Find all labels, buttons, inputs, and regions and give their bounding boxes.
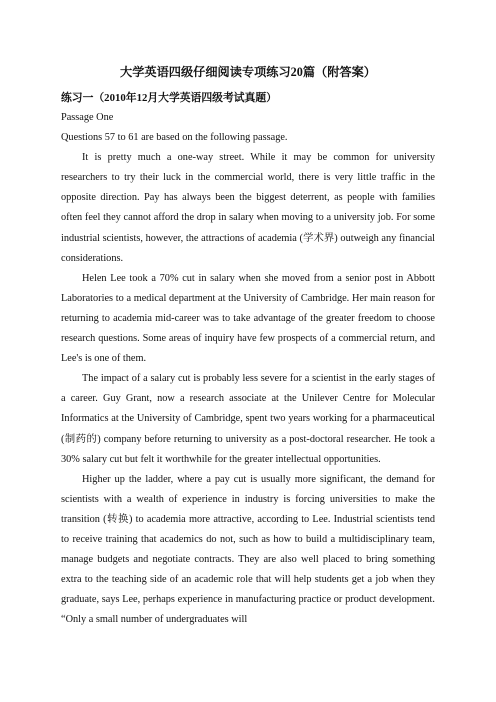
paragraph-3: The impact of a salary cut is probably less severe for a scientist in the early stages of a career. Guy Grant, now a research associate at the Unilever Centre for Molecular Informatics at the University of Cambridge, spent two years working for a pharmaceutical (制药的) company before returning to university as a post-doctoral researcher. He took a 30% salary cut but felt it worthwhile for the greater intellectual opportunities.: [61, 373, 435, 465]
paragraph-4: Higher up the ladder, where a pay cut is usually more significant, the demand for scientists with a wealth of experience in industry is forcing universities to make the transition (转换) to academia more attractive, according to Lee. Industrial scientists tend to receive training that academics do not, such as how to build a multidisciplinary team, manage budgets and negotiate contracts. They are also well placed to bring something extra to the teaching side of an academic role that will help students get a job when they graduate, says Lee, perhaps experience in manufacturing practice or product development. “Only a small number of undergraduates will: [61, 473, 435, 626]
section-title: 练习一（2010年12月大学英语四级考试真题）: [61, 92, 277, 104]
paragraph-1: It is pretty much a one-way street. While it may be common for university researchers to try their luck in the commercial world, there is very little traffic in the opposite direction. Pay has always been the biggest deterrent, as people with families often feel they cannot afford the drop in salary when moving to a university job. For some industrial scientists, however, the attractions of academia (学术界) outweigh any financial considerations.: [61, 152, 435, 264]
passage-label: Passage One: [61, 112, 114, 123]
document-title: 大学英语四级仔细阅读专项练习20篇（附答案）: [120, 65, 376, 79]
passage-instructions: Questions 57 to 61 are based on the following passage.: [61, 132, 288, 144]
paragraph-2: Helen Lee took a 70% cut in salary when she moved from a senior post in Abbott Laboratories to a medical department at the University of Cambridge. Her main reason for returning to academia mid-career was to take advantage of the greater freedom to choose research questions. Some areas of inquiry have few prospects of a commercial return, and Lee's is one of them.: [61, 272, 435, 365]
document-page: [61, 62, 435, 630]
